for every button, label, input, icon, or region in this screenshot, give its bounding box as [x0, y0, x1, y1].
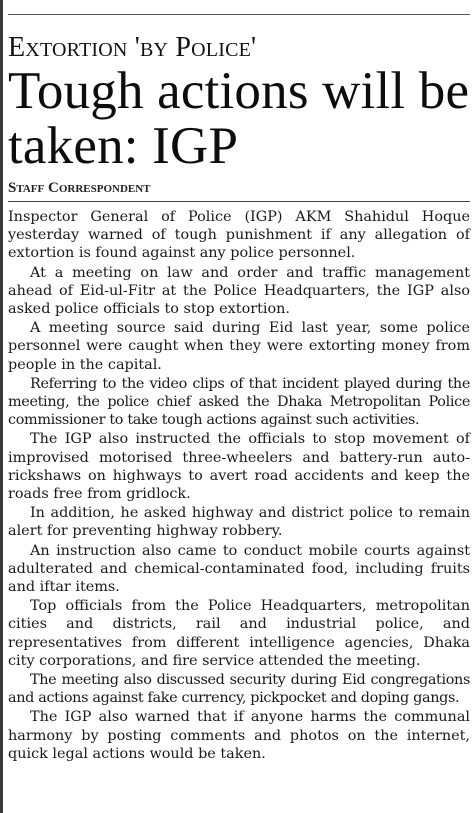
byline-divider	[8, 201, 470, 202]
article-paragraph: The meeting also discussed security during Eid congregations and actions against fake currency, pickpocket and doping gangs.	[8, 672, 470, 707]
article-body	[8, 208, 470, 763]
news-article	[8, 0, 470, 764]
top-divider	[8, 14, 470, 15]
article-paragraph: At a meeting on law and order and traffic management ahead of Eid-ul-Fitr at the Police Headquarters, the IGP also asked police officials to stop extortion.	[8, 264, 470, 318]
article-kicker: Extortion 'by Police'	[8, 32, 257, 63]
article-paragraph: The IGP also instructed the officials to stop movement of improvised motorised three-wheelers and battery-run auto-rickshaws on highways to avert road accidents and keep the roads free from gridlock.	[8, 431, 470, 503]
article-paragraph: Top officials from the Police Headquarters, metropolitan cities and districts, rail and industrial police, and representatives from different intelligence agencies, Dhaka city corporations, and fire service attended the meeting.	[8, 598, 470, 669]
article-paragraph: A meeting source said during Eid last year, some police personnel were caught when they were extorting money from people in the capital.	[8, 320, 470, 373]
article-paragraph: The IGP also warned that if anyone harms the communal harmony by posting comments and photos on the internet, quick legal actions would be taken.	[8, 709, 470, 762]
article-paragraph: An instruction also came to conduct mobile courts against adulterated and chemical-contaminated food, including fruits and iftar items.	[8, 542, 470, 596]
article-paragraph: In addition, he asked highway and district police to remain alert for preventing highway robbery.	[8, 505, 470, 540]
article-paragraph: Referring to the video clips of that incident played during the meeting, the police chief asked the Dhaka Metropolitan Police commissioner to take tough actions against such activities.	[8, 375, 470, 429]
article-byline: Staff Correspondent	[8, 180, 151, 196]
article-headline: Tough actions will be taken: IGP	[8, 62, 470, 175]
page-edge-bar	[0, 0, 3, 813]
article-paragraph: Inspector General of Police (IGP) AKM Shahidul Hoque yesterday warned of tough punishment if any allegation of extortion is found against any police personnel.	[8, 209, 470, 262]
